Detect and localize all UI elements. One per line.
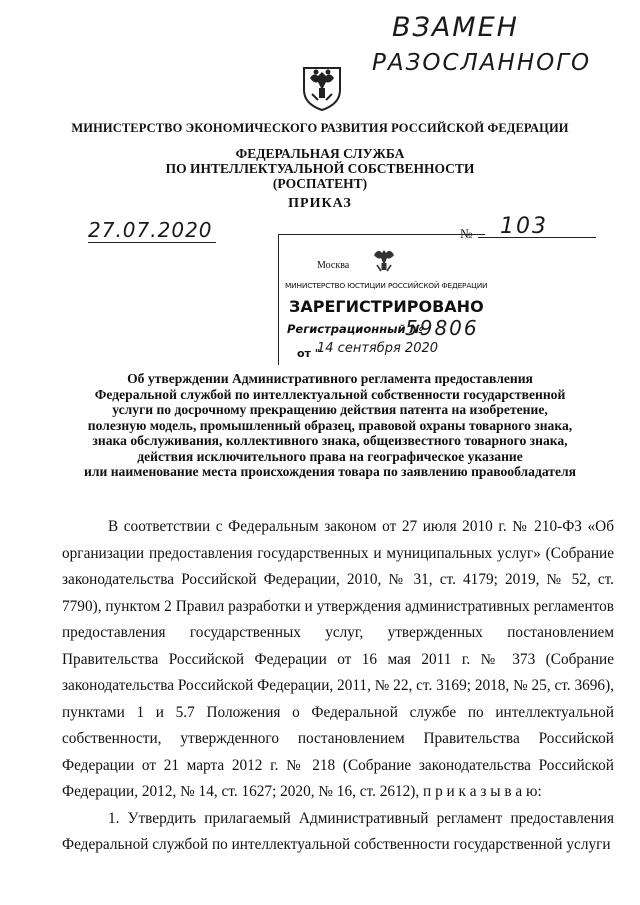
title-line: знака обслуживания, коллективного знака, общеизвестного товарного знака, (92, 433, 568, 448)
service-line-1: ФЕДЕРАЛЬНАЯ СЛУЖБА (235, 146, 405, 161)
ministry-name: МИНИСТЕРСТВО ЭКОНОМИЧЕСКОГО РАЗВИТИЯ РОССИЙСКОЙ ФЕДЕРАЦИИ (71, 121, 569, 135)
stamp-eagle-icon (371, 245, 397, 281)
coat-of-arms-emblem (300, 60, 344, 112)
service-name (0, 146, 640, 191)
service-line-3: (РОСПАТЕНТ) (272, 176, 368, 191)
title-line: полезную модель, промышленный образец, правовой охраны товарного знака, (87, 417, 573, 433)
order-date: 27.07.2020 (88, 218, 216, 243)
order-title (40, 371, 620, 480)
order-body (62, 514, 614, 859)
stamp-registered: ЗАРЕГИСТРИРОВАНО (289, 297, 484, 316)
stamp-city: Москва (317, 260, 350, 271)
body-paragraph-2: 1. Утвердить прилагаемый Административный регламент предоставления Федеральной службой по интеллектуальной собственности государственной услуги (62, 809, 614, 853)
order-number-label: № (460, 226, 473, 241)
service-line-2: ПО ИНТЕЛЛЕКТУАЛЬНОЙ СОБСТВЕННОСТИ (165, 161, 475, 176)
stamp-date-label: от " (297, 347, 321, 360)
title-line: услуги по досрочному прекращению действия патента на изобретение, (112, 402, 548, 417)
title-line: или наименование места происхождения товара по заявлению правообладателя (84, 464, 576, 479)
stamp-ministry: МИНИСТЕРСТВО ЮСТИЦИИ РОССИЙСКОЙ ФЕДЕРАЦИИ (285, 281, 488, 290)
stamp-reg-label: Регистрационный № (287, 322, 424, 336)
stamp-reg-number: 59806 (405, 316, 479, 340)
title-line: Федеральной службой по интеллектуальной собственности государственной (94, 386, 566, 402)
stamp-reg-date: 14 сентября 2020 (317, 341, 439, 356)
body-paragraph-1: В соответствии с Федеральным законом от 27 июля 2010 г. № 210-ФЗ «Об организации предоставления государственных и муниципальных услуг» (Собрание законодательства Российской Федерации, 2010, № 31, ст. 4179; 2019, № 52, ст. 7790), пунктом 2 Правил разработки и утверждения административных регламентов предоставления государственных услуг, утвержденных постановлением Правительства Российской Федерации от 16 мая 2011 г. № 373 (Собрание законодательства Российской Федерации, 2011, № 22, ст. 3169; 2018, № 25, ст. 3696), пунктами 1 и 5.7 Положения о Федеральной службе по интеллектуальной собственности, утвержденного постановлением Правительства Российской Федерации от 21 марта 2012 г. № 218 (Собрание законодательства Российской Федерации, 2012, № 14, ст. 1627; 2020, № 16, ст. 2612), п р и к а з ы в а ю: (62, 518, 614, 800)
handwritten-note-line2: РАЗОСЛАННОГО (372, 50, 592, 76)
handwritten-note-line1: ВЗАМЕН (392, 12, 519, 43)
order-number: 103 (500, 214, 548, 239)
registration-stamp (278, 234, 488, 365)
document-type: ПРИКАЗ (288, 196, 352, 211)
title-line: действия исключительного права на географическое указание (137, 448, 523, 464)
title-line: Об утверждении Административного регламента предоставления (127, 371, 533, 386)
